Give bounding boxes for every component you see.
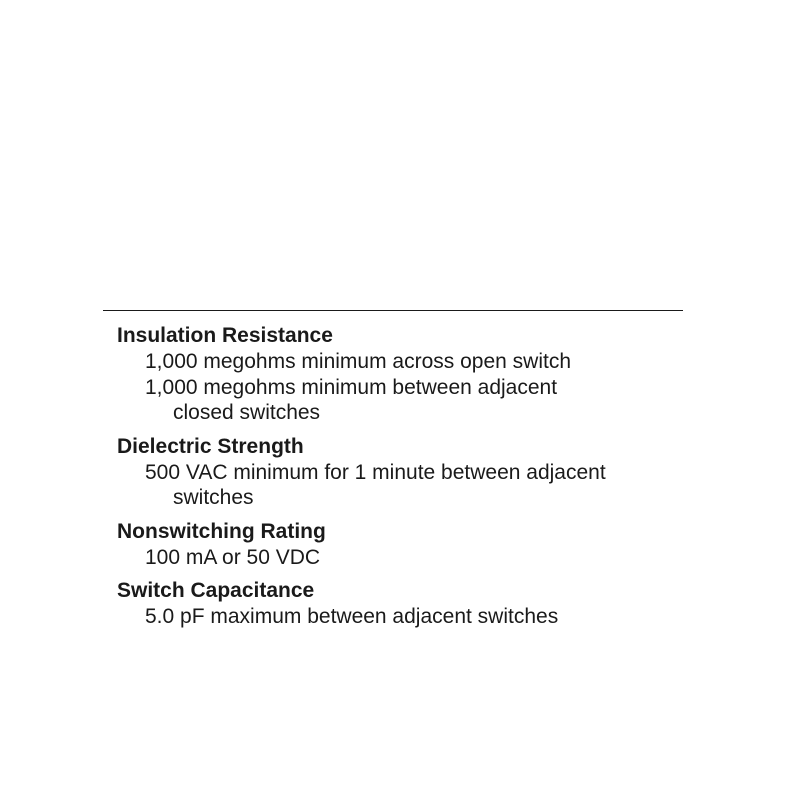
spec-heading: Dielectric Strength (117, 434, 304, 458)
horizontal-rule (103, 310, 683, 311)
spec-line: 500 VAC minimum for 1 minute between adjacent (145, 460, 606, 484)
spec-heading: Nonswitching Rating (117, 519, 326, 543)
spec-section-nonswitching-rating (117, 519, 717, 571)
spec-line: 1,000 megohms minimum between adjacent (145, 375, 558, 399)
spec-heading: Switch Capacitance (117, 579, 315, 602)
specifications-list (117, 323, 717, 638)
spec-line: 1,000 megohms minimum across open switch (145, 350, 572, 373)
spec-line: 100 mA or 50 VDC (145, 545, 321, 569)
spec-line-continuation: closed switches (173, 401, 321, 424)
spec-section-insulation-resistance (117, 323, 717, 426)
spec-section-switch-capacitance (117, 578, 717, 630)
spec-heading: Insulation Resistance (117, 324, 333, 347)
spec-section-dielectric-strength (117, 434, 717, 511)
spec-line: 5.0 pF maximum between adjacent switches (145, 605, 559, 628)
spec-line-continuation: switches (173, 486, 254, 509)
